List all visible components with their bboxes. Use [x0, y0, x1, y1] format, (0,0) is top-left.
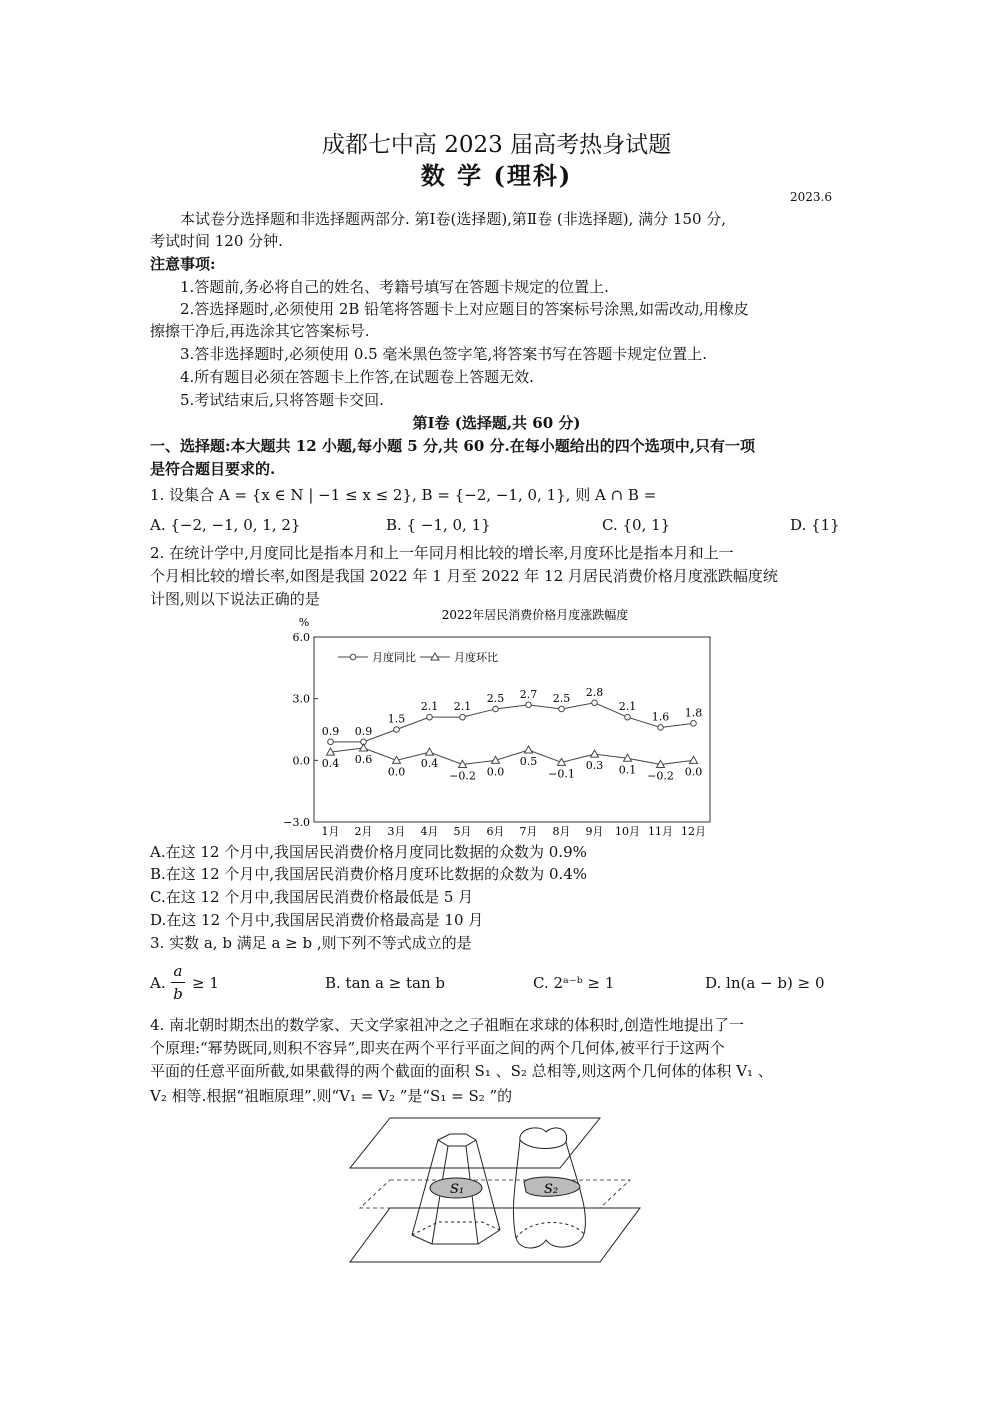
- x-tick-label: 1月: [321, 825, 340, 838]
- q3-option-b: B. tan a ≥ tan b: [325, 974, 446, 992]
- q1-option-b: B. { −1, 0, 1}: [386, 516, 491, 534]
- x-tick-label: 9月: [585, 825, 604, 838]
- legend-label-yoy: 月度同比: [372, 651, 416, 664]
- mom-point: [690, 756, 698, 763]
- label-s1: S₁: [450, 1182, 465, 1197]
- x-tick-label: 3月: [387, 825, 406, 838]
- yoy-data-label: 2.7: [519, 687, 538, 701]
- chart-legend: [338, 650, 498, 664]
- yoy-data-label: 2.5: [552, 691, 571, 705]
- note-2-cont: 擦擦干净后,再选涂其它答案标号.: [150, 322, 370, 340]
- yoy-data-label: 1.5: [387, 712, 406, 726]
- yoy-point: [460, 714, 466, 720]
- yoy-point: [328, 739, 334, 745]
- q3-option-c: C. 2ᵃ⁻ᵇ ≥ 1: [533, 974, 615, 992]
- yoy-point: [592, 700, 598, 706]
- zu-geng-figure: [340, 1110, 660, 1270]
- mom-data-label: 0.4: [420, 757, 439, 771]
- yoy-point: [427, 714, 433, 720]
- yoy-point: [625, 714, 631, 720]
- q3-option-d: D. ln(a − b) ≥ 0: [705, 974, 825, 992]
- legend-label-mom: 月度环比: [454, 651, 498, 664]
- yoy-line: [331, 703, 694, 742]
- q2-line-2: 个月相比较的增长率,如图是我国 2022 年 1 月至 2022 年 12 月居民消费价格月度涨跌幅度统: [150, 567, 778, 585]
- section-instruction-1: 一、选择题:本大题共 12 小题,每小题 5 分,共 60 分.在每小题给出的四个选项中,只有一项: [150, 437, 755, 455]
- q1-stem: 1. 设集合 A = {x ∈ N | −1 ≤ x ≤ 2}, B = {−2, −1, 0, 1}, 则 A ∩ B =: [150, 486, 657, 504]
- yoy-data-label: 0.9: [354, 724, 373, 738]
- yoy-data-label: 2.8: [585, 685, 604, 699]
- mom-data-label: 0.3: [585, 759, 604, 773]
- y-tick-label: 3.0: [292, 692, 310, 706]
- mom-line: [331, 748, 694, 764]
- mom-point: [426, 748, 434, 755]
- mom-data-label: 0.0: [486, 765, 505, 779]
- y-tick-label: −3.0: [283, 816, 310, 829]
- notes-heading: 注意事项:: [150, 255, 216, 273]
- x-tick-label: 6月: [486, 825, 505, 838]
- intro-line-2: 考试时间 120 分钟.: [150, 232, 283, 250]
- mom-data-label: −0.1: [548, 767, 575, 781]
- y-axis-unit: %: [298, 616, 310, 629]
- q1-option-a: A. {−2, −1, 0, 1, 2}: [150, 516, 301, 534]
- yoy-data-label: 2.1: [618, 700, 637, 714]
- note-2: 2.答选择题时,必须使用 2B 铅笔将答题卡上对应题目的答案标号涂黑,如需改动,用橡皮: [180, 300, 749, 318]
- section-plane: [360, 1180, 630, 1208]
- q2-option-d: D.在这 12 个月中,我国居民消费价格最高是 10 月: [150, 911, 484, 929]
- mom-data-label: 0.0: [684, 765, 703, 779]
- q1-option-c: C. {0, 1}: [602, 516, 671, 534]
- q4-line-3: 平面的任意平面所截,如果截得的两个截面的面积 S₁ 、S₂ 总相等,则这两个几何体的体积 V₁ 、: [150, 1062, 773, 1080]
- x-tick-label: 8月: [552, 825, 571, 838]
- x-tick-label: 7月: [519, 825, 538, 838]
- yoy-point: [691, 721, 697, 727]
- chart-title: 2022年居民消费价格月度涨跌幅度: [441, 608, 629, 622]
- lower-plane: [350, 1208, 640, 1262]
- yoy-point: [394, 727, 400, 733]
- mom-point: [360, 744, 368, 751]
- mom-point: [591, 750, 599, 757]
- label-s2: S₂: [544, 1182, 559, 1197]
- part1-heading: 第Ⅰ卷 (选择题,共 60 分): [412, 414, 581, 432]
- x-tick-label: 2月: [354, 825, 373, 838]
- note-4: 4.所有题目必须在答题卡上作答,在试题卷上答题无效.: [180, 368, 534, 386]
- x-tick-label: 10月: [615, 825, 640, 838]
- yoy-point: [493, 706, 499, 712]
- legend-circle-marker: [350, 654, 356, 660]
- mom-data-label: 0.0: [387, 765, 406, 779]
- q2-line-3: 计图,则以下说法正确的是: [150, 590, 320, 608]
- yoy-data-label: 2.5: [486, 691, 505, 705]
- q4-line-1: 4. 南北朝时期杰出的数学家、天文学家祖冲之之子祖暅在求球的体积时,创造性地提出了一: [150, 1016, 744, 1034]
- fraction-bar: [171, 982, 185, 983]
- x-tick-label: 4月: [420, 825, 439, 838]
- y-tick-label: 0.0: [292, 754, 310, 768]
- q3-stem: 3. 实数 a, b 满足 a ≥ b ,则下列不等式成立的是: [150, 934, 472, 952]
- note-5: 5.考试结束后,只将答题卡交回.: [180, 391, 384, 409]
- y-tick-label: 6.0: [292, 631, 310, 644]
- mom-data-label: −0.2: [449, 769, 476, 783]
- mom-data-label: 0.6: [354, 753, 373, 766]
- exam-subtitle: 数 学 (理科): [420, 161, 573, 190]
- q4-line-2: 个原理:“幂势既同,则积不容异”,即夹在两个平行平面之间的两个几何体,被平行于这两个: [150, 1039, 725, 1057]
- mom-data-label: −0.2: [647, 769, 674, 783]
- mom-point: [525, 746, 533, 753]
- q2-option-b: B.在这 12 个月中,我国居民消费价格月度环比数据的众数为 0.4%: [150, 865, 588, 883]
- yoy-point: [559, 706, 565, 712]
- yoy-point: [658, 725, 664, 731]
- note-1: 1.答题前,务必将自己的姓名、考籍号填写在答题卡规定的位置上.: [180, 278, 609, 296]
- exam-date: 2023.6: [790, 190, 832, 204]
- yoy-point: [526, 702, 532, 708]
- x-tick-label: 12月: [681, 825, 706, 838]
- cpi-line-chart: [280, 600, 740, 840]
- plot-frame: [314, 637, 710, 822]
- section-instruction-2: 是符合题目要求的.: [150, 460, 276, 478]
- q2-option-c: C.在这 12 个月中,我国居民消费价格最低是 5 月: [150, 888, 474, 906]
- exam-title: 成都七中高 2023 届高考热身试题: [321, 132, 672, 158]
- q2-line-1: 2. 在统计学中,月度同比是指本月和上一年同月相比较的增长率,月度环比是指本月和上一: [150, 544, 734, 562]
- q4-line-4: V₂ 相等.根据“祖暅原理”.则“V₁ = V₂ ”是“S₁ = S₂ ”的: [150, 1087, 513, 1105]
- q2-option-a: A.在这 12 个月中,我国居民消费价格月度同比数据的众数为 0.9%: [150, 843, 587, 861]
- q1-option-d: D. {1}: [790, 516, 840, 534]
- yoy-data-label: 1.6: [651, 710, 670, 724]
- yoy-data-label: 1.8: [684, 706, 703, 720]
- x-tick-label: 11月: [648, 825, 673, 838]
- mom-data-label: 0.4: [321, 757, 340, 771]
- note-3: 3.答非选择题时,必须使用 0.5 毫米黑色签字笔,将答案书写在答题卡规定位置上.: [180, 345, 708, 363]
- yoy-data-label: 0.9: [321, 724, 340, 738]
- mom-data-label: 0.1: [618, 763, 637, 777]
- upper-plane: [350, 1118, 600, 1168]
- intro-line-1: 本试卷分选择题和非选择题两部分. 第Ⅰ卷(选择题),第Ⅱ卷 (非选择题), 满分 150 分,: [180, 210, 727, 228]
- mom-data-label: 0.5: [519, 755, 538, 769]
- yoy-data-label: 2.1: [453, 700, 472, 714]
- yoy-data-label: 2.1: [420, 700, 439, 714]
- x-tick-label: 5月: [453, 825, 472, 838]
